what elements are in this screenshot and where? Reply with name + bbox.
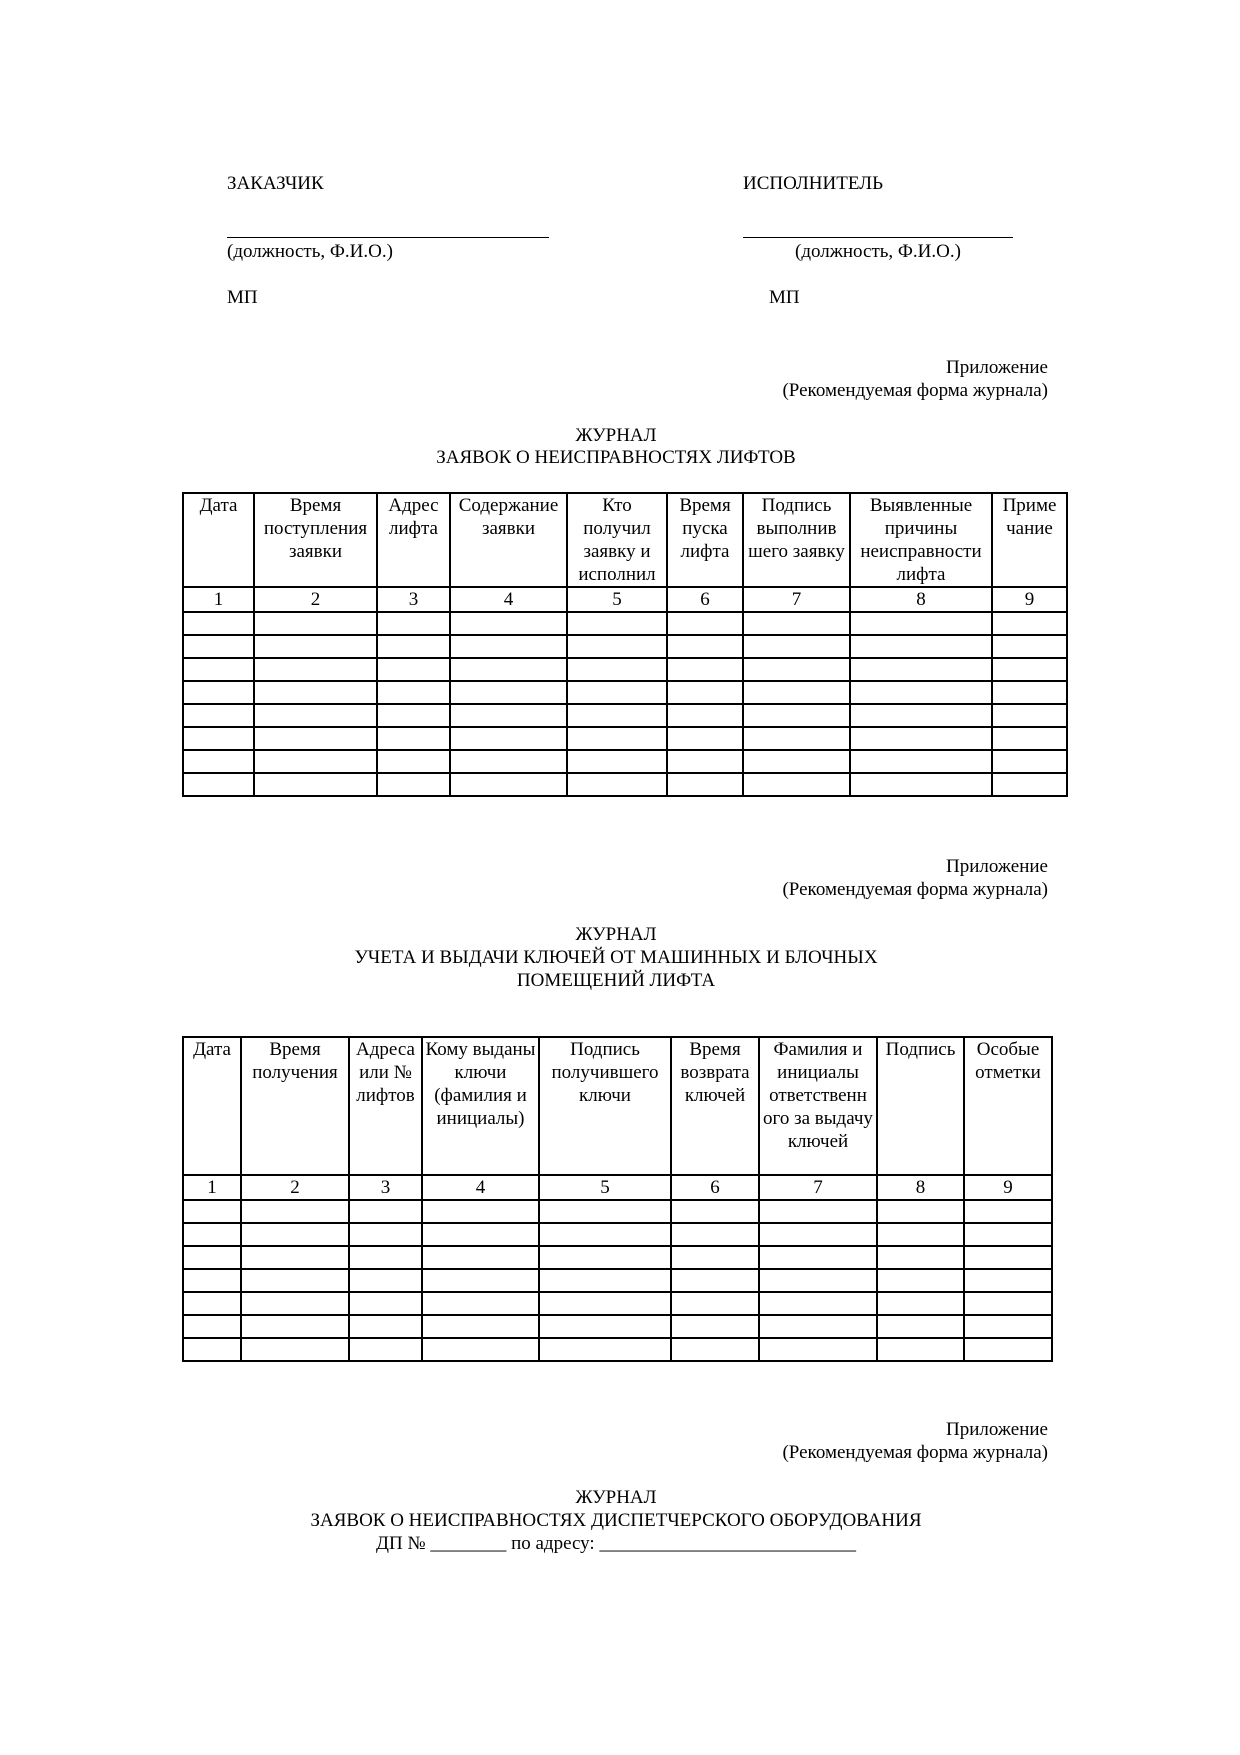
journal-2-empty-cell[interactable] [241, 1223, 349, 1246]
journal-2-empty-cell[interactable] [539, 1292, 671, 1315]
journal-2-empty-cell[interactable] [877, 1292, 964, 1315]
journal-2-number-cell: 9 [964, 1175, 1052, 1200]
journal-2-empty-cell[interactable] [422, 1246, 539, 1269]
journal-2-empty-cell[interactable] [241, 1292, 349, 1315]
journal-2-empty-cell[interactable] [422, 1269, 539, 1292]
journal-2-empty-cell[interactable] [183, 1338, 241, 1361]
journal-1-empty-cell[interactable] [567, 704, 667, 727]
journal-1-header-cell: Кто получил заявку и исполнил [567, 493, 667, 587]
journal-2-empty-cell[interactable] [964, 1269, 1052, 1292]
journal-1-empty-cell[interactable] [183, 750, 254, 773]
customer-seal: МП [227, 287, 258, 308]
journal-1-empty-cell[interactable] [992, 658, 1067, 681]
journal-1-empty-cell[interactable] [450, 635, 567, 658]
journal-1-empty-cell[interactable] [183, 727, 254, 750]
journal-3-dp-line [0, 1532, 1232, 1555]
journal-1-header-cell: Приме чание [992, 493, 1067, 587]
journal-2-empty-row [183, 1269, 1052, 1292]
journal-2-header-row [183, 1037, 1052, 1175]
journal-2-header-cell: Время получения [241, 1037, 349, 1175]
journal-2-empty-row [183, 1338, 1052, 1361]
journal-1-empty-row [183, 750, 1067, 773]
journal-1-empty-cell[interactable] [254, 773, 377, 796]
journal-2-empty-cell[interactable] [877, 1338, 964, 1361]
journal-1-empty-cell[interactable] [254, 612, 377, 635]
journal-1-empty-row [183, 658, 1067, 681]
journal-1-header-cell: Адрес лифта [377, 493, 450, 587]
journal-1-empty-cell[interactable] [377, 681, 450, 704]
appendix-3-note: (Рекомендуемая форма журнала) [782, 1442, 1048, 1463]
contractor-title: ИСПОЛНИТЕЛЬ [743, 173, 883, 194]
journal-1-empty-cell[interactable] [567, 727, 667, 750]
journal-1-empty-row [183, 612, 1067, 635]
journal-3-dp-label: ДП № [376, 1533, 426, 1554]
journal-2-empty-cell[interactable] [422, 1200, 539, 1223]
journal-1-number-cell: 9 [992, 587, 1067, 612]
journal-3-subtitle: ЗАЯВОК О НЕИСПРАВНОСТЯХ ДИСПЕТЧЕРСКОГО ОБОРУДОВАНИЯ [310, 1510, 922, 1531]
journal-2-empty-cell[interactable] [349, 1315, 422, 1338]
journal-2-empty-row [183, 1200, 1052, 1223]
journal-2-number-cell: 7 [759, 1175, 877, 1200]
journal-2-table [182, 1036, 1053, 1362]
journal-1-empty-cell[interactable] [743, 612, 850, 635]
appendix-1-note: (Рекомендуемая форма журнала) [782, 380, 1048, 401]
journal-2-empty-cell[interactable] [671, 1223, 759, 1246]
journal-2-empty-cell[interactable] [539, 1200, 671, 1223]
journal-2-number-cell: 8 [877, 1175, 964, 1200]
journal-3-address-label: по адресу: [511, 1533, 595, 1554]
journal-2-empty-cell[interactable] [422, 1223, 539, 1246]
journal-1-empty-cell[interactable] [850, 681, 992, 704]
journal-2-empty-cell[interactable] [349, 1246, 422, 1269]
journal-2-subtitle-line-1: УЧЕТА И ВЫДАЧИ КЛЮЧЕЙ ОТ МАШИННЫХ И БЛОЧНЫХ [354, 947, 878, 968]
journal-1-empty-cell[interactable] [743, 727, 850, 750]
journal-1-empty-cell[interactable] [254, 704, 377, 727]
journal-1-number-cell: 5 [567, 587, 667, 612]
journal-1-number-row [183, 587, 1067, 612]
journal-1-number-cell: 7 [743, 587, 850, 612]
journal-1-empty-cell[interactable] [450, 658, 567, 681]
journal-2-header-cell: Особые отметки [964, 1037, 1052, 1175]
journal-1-empty-cell[interactable] [450, 704, 567, 727]
journal-1-empty-cell[interactable] [377, 727, 450, 750]
journal-1-empty-cell[interactable] [567, 773, 667, 796]
journal-2-number-cell: 3 [349, 1175, 422, 1200]
journal-2-empty-cell[interactable] [964, 1246, 1052, 1269]
journal-2-empty-cell[interactable] [241, 1246, 349, 1269]
journal-2-body [183, 1200, 1052, 1361]
contractor-seal: МП [769, 287, 800, 308]
journal-1-empty-cell[interactable] [377, 773, 450, 796]
journal-2-empty-cell[interactable] [539, 1315, 671, 1338]
journal-1-empty-cell[interactable] [667, 727, 743, 750]
journal-1-empty-cell[interactable] [743, 681, 850, 704]
journal-1-empty-cell[interactable] [254, 750, 377, 773]
journal-2-empty-cell[interactable] [183, 1269, 241, 1292]
journal-1-empty-row [183, 773, 1067, 796]
journal-1-empty-cell[interactable] [183, 658, 254, 681]
journal-2-empty-cell[interactable] [759, 1292, 877, 1315]
journal-1-empty-cell[interactable] [567, 750, 667, 773]
journal-2-empty-cell[interactable] [759, 1246, 877, 1269]
journal-1-header-cell: Содержание заявки [450, 493, 567, 587]
journal-2-empty-cell[interactable] [539, 1246, 671, 1269]
journal-2-number-cell: 5 [539, 1175, 671, 1200]
journal-2-empty-cell[interactable] [183, 1246, 241, 1269]
journal-2-empty-row [183, 1223, 1052, 1246]
journal-1-empty-cell[interactable] [992, 773, 1067, 796]
journal-2-empty-cell[interactable] [671, 1246, 759, 1269]
journal-1-empty-cell[interactable] [850, 635, 992, 658]
journal-2-empty-cell[interactable] [759, 1338, 877, 1361]
journal-2-empty-cell[interactable] [539, 1269, 671, 1292]
journal-1-empty-cell[interactable] [850, 658, 992, 681]
journal-2-empty-cell[interactable] [183, 1223, 241, 1246]
journal-2-empty-cell[interactable] [877, 1223, 964, 1246]
journal-1-number-cell: 1 [183, 587, 254, 612]
appendix-2-note: (Рекомендуемая форма журнала) [782, 879, 1048, 900]
journal-1-empty-cell[interactable] [567, 681, 667, 704]
journal-1-empty-cell[interactable] [667, 658, 743, 681]
journal-1-empty-cell[interactable] [992, 750, 1067, 773]
journal-1-empty-cell[interactable] [183, 681, 254, 704]
journal-2-empty-cell[interactable] [349, 1292, 422, 1315]
journal-1-empty-cell[interactable] [743, 704, 850, 727]
journal-1-empty-cell[interactable] [992, 612, 1067, 635]
journal-2-empty-cell[interactable] [964, 1200, 1052, 1223]
journal-2-number-cell: 1 [183, 1175, 241, 1200]
journal-2-title: ЖУРНАЛ [575, 924, 657, 945]
journal-1-subtitle: ЗАЯВОК О НЕИСПРАВНОСТЯХ ЛИФТОВ [436, 447, 796, 468]
journal-1-number-cell: 2 [254, 587, 377, 612]
journal-1-empty-cell[interactable] [254, 635, 377, 658]
journal-1-header-cell: Подпись выполнив шего заявку [743, 493, 850, 587]
journal-2-empty-cell[interactable] [877, 1200, 964, 1223]
journal-2-empty-cell[interactable] [877, 1315, 964, 1338]
journal-2-empty-cell[interactable] [349, 1269, 422, 1292]
journal-1-empty-cell[interactable] [567, 612, 667, 635]
journal-1-empty-row [183, 635, 1067, 658]
journal-1-number-cell: 6 [667, 587, 743, 612]
journal-3-dp-blank: ________ [430, 1533, 507, 1554]
journal-1-empty-cell[interactable] [743, 773, 850, 796]
journal-2-header-cell: Подпись [877, 1037, 964, 1175]
journal-2-empty-cell[interactable] [422, 1338, 539, 1361]
journal-1-empty-cell[interactable] [254, 658, 377, 681]
journal-2-empty-cell[interactable] [183, 1200, 241, 1223]
journal-2-empty-cell[interactable] [349, 1200, 422, 1223]
appendix-2-label: Приложение [946, 856, 1048, 877]
journal-1-empty-cell[interactable] [377, 612, 450, 635]
journal-2-header-cell: Фамилия и инициалы ответственн ого за выдачу ключей [759, 1037, 877, 1175]
journal-1-empty-cell[interactable] [992, 704, 1067, 727]
journal-1-empty-cell[interactable] [850, 704, 992, 727]
journal-1-number-cell: 3 [377, 587, 450, 612]
journal-1-empty-cell[interactable] [850, 750, 992, 773]
journal-1-empty-cell[interactable] [992, 727, 1067, 750]
journal-2-empty-cell[interactable] [183, 1292, 241, 1315]
appendix-1-label: Приложение [946, 357, 1048, 378]
journal-1-empty-cell[interactable] [377, 658, 450, 681]
journal-2-empty-cell[interactable] [964, 1315, 1052, 1338]
journal-2-empty-cell[interactable] [759, 1269, 877, 1292]
journal-1-empty-cell[interactable] [450, 681, 567, 704]
journal-2-empty-cell[interactable] [964, 1292, 1052, 1315]
journal-1-empty-cell[interactable] [667, 681, 743, 704]
journal-1-header-cell: Выявленные причины неисправности лифта [850, 493, 992, 587]
journal-1-empty-cell[interactable] [183, 635, 254, 658]
journal-1-empty-cell[interactable] [667, 704, 743, 727]
journal-1-title: ЖУРНАЛ [575, 425, 657, 446]
journal-1-body [183, 612, 1067, 796]
journal-1-empty-cell[interactable] [450, 727, 567, 750]
journal-2-number-cell: 6 [671, 1175, 759, 1200]
journal-2-empty-cell[interactable] [671, 1292, 759, 1315]
journal-1-empty-cell[interactable] [183, 773, 254, 796]
journal-1-empty-cell[interactable] [450, 773, 567, 796]
journal-1-header-row [183, 493, 1067, 587]
journal-1-header-cell: Время пуска лифта [667, 493, 743, 587]
journal-1-empty-cell[interactable] [377, 635, 450, 658]
journal-2-header-cell: Подпись получившего ключи [539, 1037, 671, 1175]
journal-1-empty-cell[interactable] [183, 612, 254, 635]
journal-1-empty-cell[interactable] [254, 727, 377, 750]
journal-2-empty-cell[interactable] [241, 1338, 349, 1361]
journal-2-empty-row [183, 1315, 1052, 1338]
journal-2-empty-cell[interactable] [241, 1315, 349, 1338]
journal-2-empty-cell[interactable] [759, 1223, 877, 1246]
journal-2-empty-cell[interactable] [964, 1338, 1052, 1361]
journal-2-number-cell: 4 [422, 1175, 539, 1200]
journal-1-empty-cell[interactable] [450, 612, 567, 635]
journal-2-subtitle-line-2: ПОМЕЩЕНИЙ ЛИФТА [516, 970, 716, 991]
journal-1-empty-cell[interactable] [992, 681, 1067, 704]
journal-2-empty-cell[interactable] [183, 1315, 241, 1338]
journal-1-empty-cell[interactable] [667, 612, 743, 635]
journal-1-empty-cell[interactable] [377, 750, 450, 773]
journal-2-empty-cell[interactable] [671, 1200, 759, 1223]
journal-2-empty-cell[interactable] [671, 1269, 759, 1292]
journal-2-header-cell: Время возврата ключей [671, 1037, 759, 1175]
journal-1-empty-cell[interactable] [667, 635, 743, 658]
journal-2-empty-row [183, 1246, 1052, 1269]
journal-1-empty-cell[interactable] [567, 658, 667, 681]
customer-caption: (должность, Ф.И.О.) [227, 241, 393, 262]
journal-1-number-cell: 4 [450, 587, 567, 612]
journal-2-empty-cell[interactable] [877, 1269, 964, 1292]
journal-1-empty-cell[interactable] [850, 773, 992, 796]
journal-1-empty-cell[interactable] [450, 750, 567, 773]
journal-1-header-cell: Время поступления заявки [254, 493, 377, 587]
journal-3-address-blank: ___________________________ [599, 1533, 856, 1554]
journal-2-empty-cell[interactable] [671, 1338, 759, 1361]
journal-1-empty-cell[interactable] [254, 681, 377, 704]
journal-1-empty-cell[interactable] [377, 704, 450, 727]
journal-1-number-cell: 8 [850, 587, 992, 612]
journal-1-empty-cell[interactable] [743, 658, 850, 681]
journal-2-empty-cell[interactable] [422, 1315, 539, 1338]
journal-2-empty-cell[interactable] [539, 1338, 671, 1361]
journal-3-title: ЖУРНАЛ [575, 1487, 657, 1508]
journal-1-empty-row [183, 681, 1067, 704]
journal-2-empty-cell[interactable] [422, 1292, 539, 1315]
journal-2-empty-cell[interactable] [241, 1269, 349, 1292]
journal-2-empty-cell[interactable] [964, 1223, 1052, 1246]
journal-2-empty-cell[interactable] [759, 1200, 877, 1223]
journal-2-empty-cell[interactable] [539, 1223, 671, 1246]
journal-1-header-cell: Дата [183, 493, 254, 587]
journal-2-empty-row [183, 1292, 1052, 1315]
customer-signature-line [227, 216, 549, 238]
journal-2-empty-cell[interactable] [877, 1246, 964, 1269]
journal-2-number-cell: 2 [241, 1175, 349, 1200]
customer-title: ЗАКАЗЧИК [227, 173, 324, 194]
journal-1-empty-cell[interactable] [743, 750, 850, 773]
appendix-3-label: Приложение [946, 1419, 1048, 1440]
journal-2-header-cell: Дата [183, 1037, 241, 1175]
journal-2-empty-cell[interactable] [349, 1338, 422, 1361]
journal-1-empty-cell[interactable] [567, 635, 667, 658]
journal-1-empty-cell[interactable] [850, 727, 992, 750]
journal-1-table [182, 492, 1068, 797]
contractor-caption: (должность, Ф.И.О.) [795, 241, 961, 262]
journal-2-header-cell: Адреса или № лифтов [349, 1037, 422, 1175]
journal-1-empty-cell[interactable] [667, 750, 743, 773]
journal-2-header-cell: Кому выданы ключи (фамилия и инициалы) [422, 1037, 539, 1175]
contractor-signature-line [743, 216, 1013, 238]
journal-2-empty-cell[interactable] [241, 1200, 349, 1223]
journal-1-empty-cell[interactable] [743, 635, 850, 658]
journal-2-empty-cell[interactable] [759, 1315, 877, 1338]
journal-1-empty-cell[interactable] [850, 612, 992, 635]
journal-1-empty-cell[interactable] [667, 773, 743, 796]
journal-1-empty-cell[interactable] [992, 635, 1067, 658]
journal-2-empty-cell[interactable] [671, 1315, 759, 1338]
journal-1-empty-row [183, 727, 1067, 750]
journal-1-empty-row [183, 704, 1067, 727]
journal-2-empty-cell[interactable] [349, 1223, 422, 1246]
journal-2-number-row [183, 1175, 1052, 1200]
journal-1-empty-cell[interactable] [183, 704, 254, 727]
